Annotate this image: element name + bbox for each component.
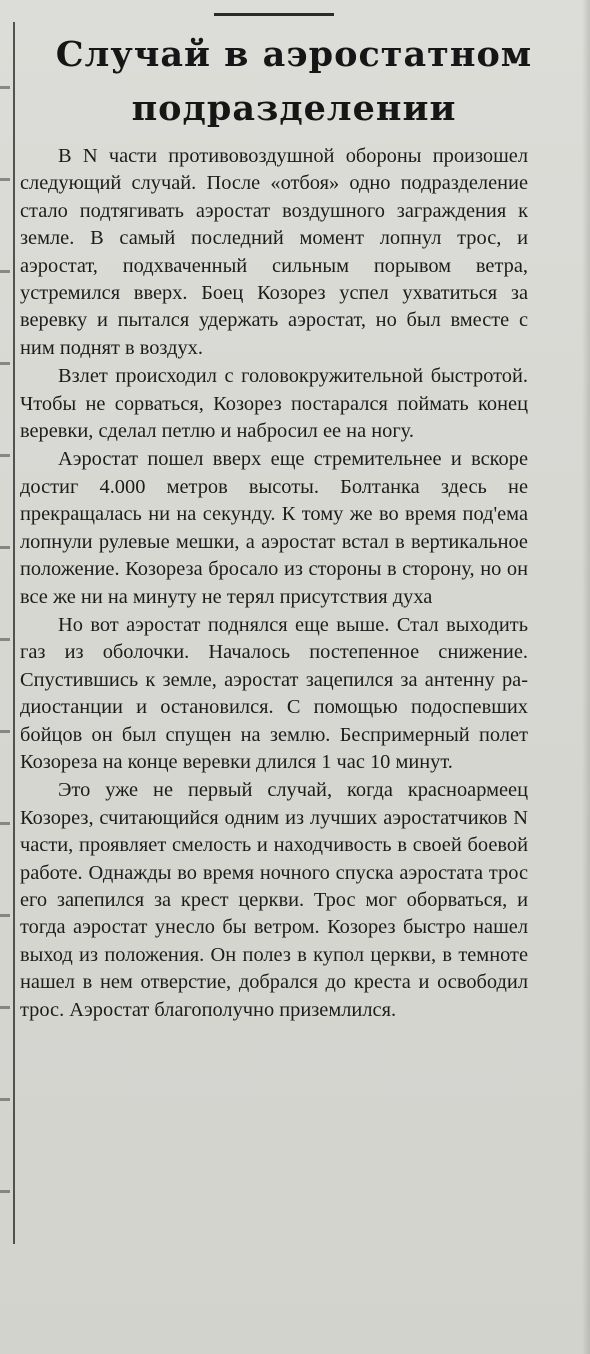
headline-line-2: подразделении — [131, 88, 457, 129]
article-body — [20, 143, 528, 1024]
article-paragraph: Но вот аэростат поднялся еще выше. Стал выходить газ из оболочки. Началось постепенное снижение. Спустившись к земле, аэростат зацепился за антенну радиостанции и остановился. С помощью подоспевших бойцов он был спущен на землю. Беспримерный полет Козореза на конце веревки длился 1 час 10 минут. — [20, 613, 528, 773]
article-paragraph: Взлет происходил с головокружительной быстротой. Чтобы не сорваться, Козорез постарался поймать конец веревки, сделал петлю и набросил ее на ногу. — [20, 365, 528, 443]
page-edge-shadow — [582, 0, 590, 1354]
article-paragraph: В N части противовоздушной обороны произошел следующий случай. После «отбоя» одно подразделение стало подтягивать аэростат воздушного заграждения к земле. В самый последний момент лопнул трос, и аэростат, подхваченный сильным порывом ветра, устремился вверх. Боец Козорез успел ухватиться за веревку и пытался удержать аэростат, но был вместе с ним поднят в воздух. — [20, 145, 528, 359]
article-headline — [24, 28, 564, 136]
article-paragraph: Это уже не первый случай, когда красноармеец Козорез, считающийся одним из лучших аэростатчиков N части, проявляет смелость и находчивость в своей боевой работе. Однажды во время ночного спуска аэростата трос его запепился за крест церкви. Трос мог оборваться, и тогда аэростат унесло бы ветром. Козорез быстро нашел выход из положения. Он полез в купол церкви, в темноте нашел в нем отверстие, добрался до креста и освободил трос. Аэростат благополучно приземлился. — [20, 779, 528, 1021]
column-top-rule — [214, 13, 334, 16]
article-paragraph: Аэростат пошел вверх еще стремительнее и вскоре достиг 4.000 метров высоты. Болтанка здесь не прекращалась ни на секунду. К тому же во время под'ема лопнули рулевые мешки, а аэростат встал в вертикальное положение. Козореза бросало из стороны в сторону, но он все же ни на минуту не терял присутствия духа — [20, 448, 528, 608]
adjacent-column-edge — [0, 40, 10, 1220]
headline-line-1: Случай в аэростатном — [55, 34, 533, 75]
column-divider-line — [13, 22, 15, 1244]
